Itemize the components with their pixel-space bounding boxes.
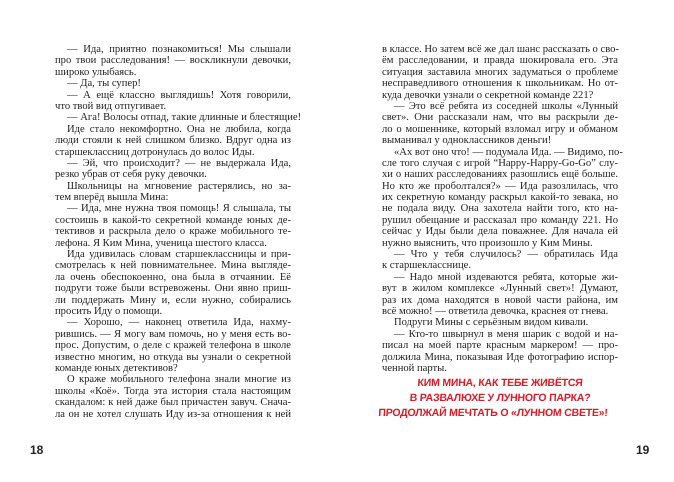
red-handwritten-message (377, 376, 618, 421)
paragraph (55, 90, 291, 113)
left-page-text (55, 44, 302, 420)
paragraph (382, 249, 618, 272)
paragraph (382, 317, 618, 328)
text-line: — Это всё ребята из соседней школы «Лунный (394, 100, 618, 112)
text-line: «Ах вот оно что! — подумала Ида. — Видимо, по- (394, 146, 623, 158)
text-line: прос. Допустим, о деле с кражей телефона в школе (55, 340, 291, 352)
text-line: ла он не хотел слушать Иду из-за отношения к ней (55, 408, 291, 420)
text-line: куда девочки узнали о секретной команде 221? (382, 89, 594, 101)
text-line: — А ещё классно выглядишь! Хотя говорили, (67, 89, 291, 101)
text-line: — Ида, приятно познакомиться! Мы слышали (67, 44, 291, 55)
page-number-left: 18 (30, 443, 44, 457)
text-line: нужно выяснить, что произошло у Ким Мины. (382, 237, 593, 249)
text-line: Подруги Мины с серьёзным видом кивали. (394, 317, 589, 329)
message-line: В РАЗВАЛЮХЕ У ЛУННОГО ПАРКА? (409, 392, 591, 404)
text-line: ём расследовании, и правда шокировала его. Эта (382, 55, 618, 67)
text-line: писал на моей парте красным маркером! — про- (382, 340, 618, 352)
text-line: — Кто-то швырнул в меня шарик с водой и на- (394, 328, 618, 340)
text-line: должила Мина, показывая Иде фотографию испор- (382, 351, 618, 363)
text-line: рившись. — Я могу вам помочь, но у меня есть во- (55, 328, 291, 340)
text-line: — Эй, что происходит? — не выдержала Ида, (67, 157, 291, 169)
page-number-right: 19 (636, 443, 650, 457)
text-line: старшеклассниц дотронулась до волос Иды. (55, 146, 255, 158)
text-line: — Надо мной издеваются ребята, которые жи- (394, 271, 618, 283)
text-line: всё можно! — ответила девочка, краснея от гнева. (382, 305, 609, 317)
paragraph (55, 78, 291, 89)
text-line: рушил обещание и рассказал про команду 221. Но (382, 214, 618, 226)
text-line: хи о наших расследованиях разошлись ещё больше. (382, 169, 618, 181)
paragraph (55, 374, 291, 420)
text-line: их секретную команду раскрыл какой-то зевака, но (382, 192, 618, 204)
text-line: про твои расследования! — воскликнули девочки, (55, 55, 291, 67)
text-line: состоишь в какой-то секретной команде юных де- (55, 214, 291, 226)
paragraph (55, 249, 291, 317)
text-line: просить Иду о помощи. (55, 305, 163, 317)
paragraph (55, 317, 291, 374)
text-line: ченной парты. (382, 362, 447, 374)
text-line: ситуация заставила многих задуматься о проблеме (382, 66, 618, 78)
text-line: команде юных детективов? (55, 362, 178, 374)
text-line: Но кто же проболтался?» — Ида разозлилась, что (382, 180, 618, 192)
text-line: Иде стало некомфортно. Она не любила, когда (67, 123, 291, 135)
paragraph (55, 203, 291, 249)
paragraph (55, 158, 291, 181)
text-line: О краже мобильного телефона знали многие из (67, 374, 291, 386)
text-line: люди стояли к ней слишком близко. Вдруг одна из (55, 135, 291, 147)
text-line: ли поддержать Мину и, если нужно, собирались (55, 294, 291, 306)
text-line: подруги тоже были встревожены. Они явно приш- (55, 283, 291, 295)
text-line: Школьницы на мгновение растерялись, но за- (67, 180, 291, 192)
text-line: смотрелась к ней повнимательнее. Мина выгляде- (55, 260, 291, 272)
text-line: — Ида, мне нужна твоя помощь! Я слышала, ты (67, 203, 291, 215)
message-line: КИМ МИНА, КАК ТЕБЕ ЖИВЁТСЯ (417, 377, 584, 389)
text-line: тективов и раскрыла дело о краже мобильного те- (55, 226, 291, 238)
text-line: к старшекласснице. (382, 260, 472, 272)
text-line: широко улыбаясь. (55, 66, 137, 78)
text-line: выманивал у одноклассников деньги! (382, 135, 552, 147)
paragraph (382, 272, 618, 318)
text-line: — Да, ты супер! (67, 78, 141, 90)
text-line: Ида удивилась словам старшеклассницы и при- (67, 249, 291, 261)
text-line: ла очень обеспокоенно, она была в отчаянии. Её (55, 271, 291, 283)
text-line: несправедливого отношения к школьникам. Но от- (382, 78, 618, 90)
text-line: вут в жилом комплексе «Лунный свет»! Думают, (382, 283, 618, 295)
text-line: резко убрав от себя руку девочки. (55, 169, 207, 181)
paragraph (55, 181, 291, 204)
paragraph (55, 124, 291, 158)
text-line: школы «Коё». Тогда эта история стала настоящим (55, 385, 291, 397)
paragraph (382, 146, 623, 250)
text-line: свет». Они рассказали нам, что вы раскрыли де- (382, 112, 618, 124)
text-line: сле того случая с игрой “Happy-Happy-Go-Go” слу- (382, 157, 618, 169)
paragraph (55, 44, 291, 78)
text-line: сейчас у Иды были дела поважнее. Для начала ей (382, 226, 618, 238)
message-line: ПРОДОЛЖАЙ МЕЧТАТЬ О «ЛУННОМ СВЕТЕ»! (377, 407, 609, 419)
paragraph (382, 101, 618, 147)
text-line: раз их дома находятся в новой части района, им (382, 294, 618, 306)
paragraph (382, 44, 618, 101)
text-line: — Что у тебя случилось? — обратилась Ида (394, 249, 618, 261)
text-line: известно многим, но откуда вы узнали о секретной (55, 351, 291, 363)
text-line: лефона. Я Ким Мина, ученица шестого класса. (55, 237, 267, 249)
text-line: — Ага! Волосы отпад, такие длинные и блестящие! (67, 112, 302, 124)
text-line: что твой вид отпугивает. (55, 100, 167, 112)
text-line: тем вперёд вышла Мина: (55, 192, 169, 204)
right-page-text (382, 44, 623, 374)
text-line: в классе. Но затем всё же дал шанс рассказать о сво- (382, 44, 619, 55)
text-line: не подала виду. Она захотела найти того, кто на- (382, 203, 618, 215)
text-line: — Хорошо, — наконец ответила Ида, нахму- (67, 317, 291, 329)
paragraph (55, 112, 302, 124)
paragraph (382, 329, 618, 375)
text-line: скандалом: к ней даже был причастен завуч. Снача- (55, 397, 291, 409)
text-line: ло о мошеннике, который взломал игру и обманом (382, 123, 618, 135)
